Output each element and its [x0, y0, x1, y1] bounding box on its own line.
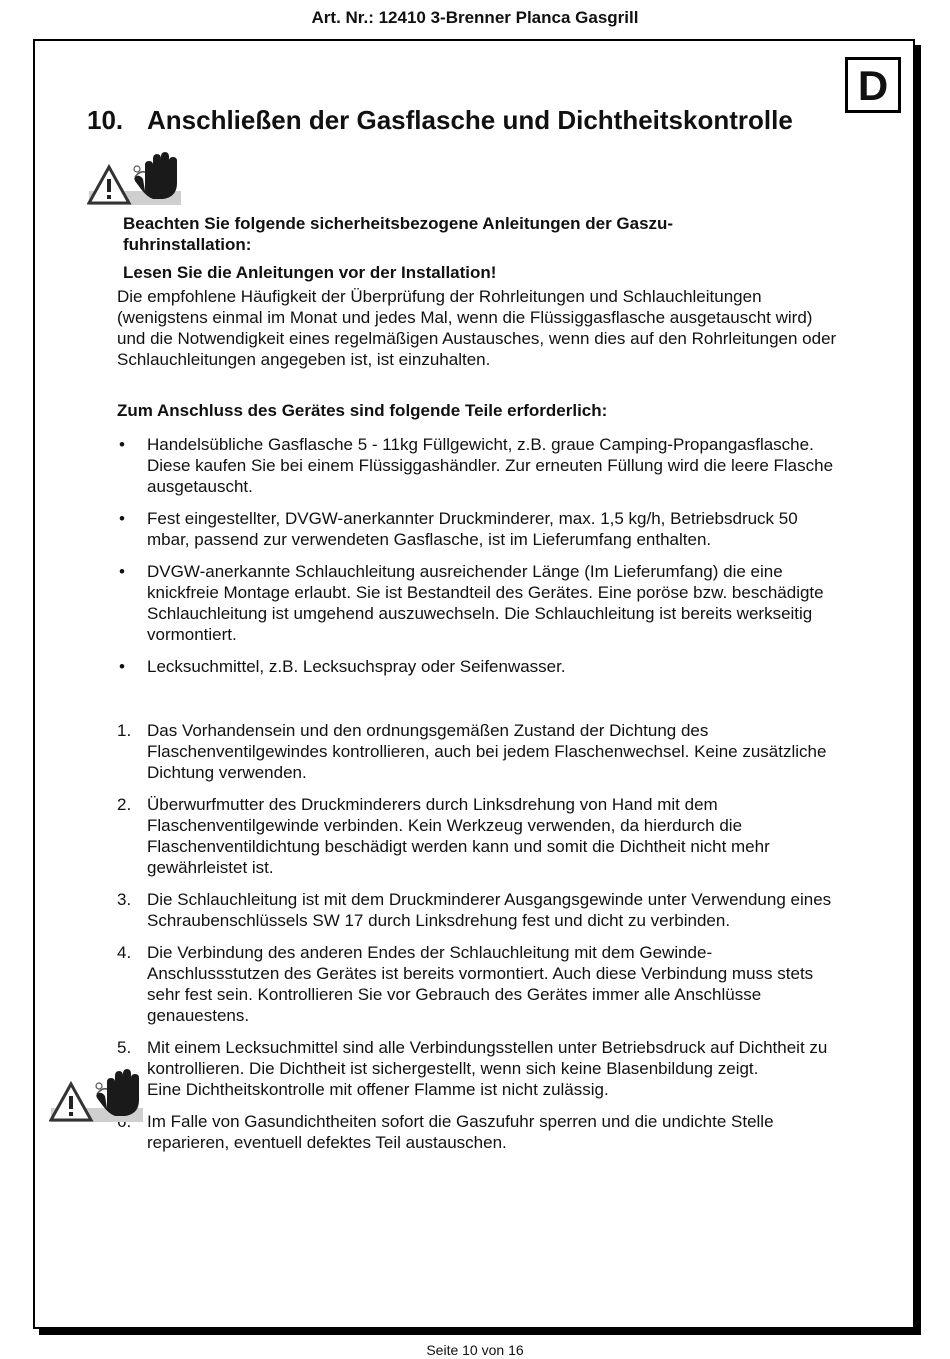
- step-item: [117, 1037, 837, 1100]
- step-number: 5.: [117, 1038, 132, 1057]
- step-warning-text: Eine Dichtheitskontrolle mit offener Flamme ist nicht zulässig.: [147, 1080, 609, 1099]
- stop-hand-warning-icon: [49, 1064, 145, 1133]
- list-item: [117, 656, 837, 677]
- step-item: [117, 1111, 837, 1153]
- document-header-title: Art. Nr.: 12410 3-Brenner Planca Gasgrill: [311, 8, 639, 27]
- step-item: [117, 794, 837, 878]
- safety-note-line2: fuhrinstallation:: [123, 235, 252, 254]
- step-text: Überwurfmutter des Druckminderers durch Linksdrehung von Hand mit dem Flaschenventilgewinde verbinden. Kein Werkzeug verwenden, da hierdurch die Flaschenventildichtung beschädigt werden kann und somit die Dichtheit nicht mehr gewährleistet ist.: [147, 795, 770, 877]
- page-number: Seite 10 von 16: [426, 1342, 524, 1358]
- steps-list: [117, 720, 837, 1164]
- stop-hand-warning-icon: [87, 147, 183, 216]
- step-text: Die Verbindung des anderen Endes der Schlauchleitung mit dem Gewinde-Anschlussstutzen des Gerätes ist bereits vormontiert. Auch diese Verbindung muss stets sehr fest sein. Kontrollieren Sie vor Gebrauch des Gerätes immer alle Anschlüsse genauestens.: [147, 943, 814, 1025]
- step-item: [117, 889, 837, 931]
- step-text: Die Schlauchleitung ist mit dem Druckminderer Ausgangsgewinde unter Verwendung eines Schraubenschlüssels SW 17 durch Linksdrehung fest und dicht zu verbinden.: [147, 890, 832, 930]
- section-heading: [87, 105, 793, 136]
- step-number: 2.: [117, 795, 132, 814]
- bullet-marker: •: [119, 435, 125, 454]
- step-text: Im Falle von Gasundichtheiten sofort die Gaszufuhr sperren und die undichte Stelle reparieren, eventuell defektes Teil austauschen.: [147, 1112, 774, 1152]
- step-number: 4.: [117, 943, 132, 962]
- list-item: [117, 561, 837, 645]
- list-item-text: DVGW-anerkannte Schlauchleitung ausreichender Länge (Im Lieferumfang) die eine knickfreie Montage erlaubt. Sie ist Bestandteil des Gerätes. Eine poröse bzw. beschädigte Schlauchleitung ist umgehend auszuwechseln. Die Schlauchleitung ist bereits werkseitig vormontiert.: [147, 562, 824, 644]
- read-first-note: Lesen Sie die Anleitungen vor der Installation!: [123, 263, 497, 282]
- section-title: Anschließen der Gasflasche und Dichtheitskontrolle: [147, 105, 793, 135]
- safety-note-line1: Beachten Sie folgende sicherheitsbezogene Anleitungen der Gaszu-: [123, 214, 674, 233]
- step-number: 1.: [117, 721, 132, 740]
- list-item: [117, 508, 837, 550]
- step-item: [117, 720, 837, 783]
- safety-note: [123, 213, 673, 255]
- step-text: Mit einem Lecksuchmittel sind alle Verbindungsstellen unter Betriebsdruck auf Dichtheit zu kontrollieren. Die Dichtheit ist sichergestellt, wenn sich keine Blasenbildung zeigt.: [147, 1038, 828, 1078]
- bullet-marker: •: [119, 509, 125, 528]
- bullet-marker: •: [119, 657, 125, 676]
- section-number: 10.: [87, 105, 124, 135]
- step-number: 3.: [117, 890, 132, 909]
- step-text: Das Vorhandensein und den ordnungsgemäßen Zustand der Dichtung des Flaschenventilgewindes kontrollieren, auch bei jedem Flaschenwechsel. Keine zusätzliche Dichtung verwenden.: [147, 721, 827, 782]
- parts-list: [117, 434, 837, 688]
- bullet-marker: •: [119, 562, 125, 581]
- list-item-text: Fest eingestellter, DVGW-anerkannter Druckminderer, max. 1,5 kg/h, Betriebsdruck 50 mbar, passend zur verwendeten Gasflasche, ist im Lieferumfang enthalten.: [147, 509, 798, 549]
- inspection-paragraph: Die empfohlene Häufigkeit der Überprüfung der Rohrleitungen und Schlauchleitungen (wenigstens einmal im Monat und jedes Mal, wenn die Flüssiggasflasche ausgetauscht wird) und die Notwendigkeit eines regelmäßigen Austausches, wenn dies auf den Rohrleitungen oder Schlauchleitungen angegeben ist, ist einzuhalten.: [117, 287, 837, 369]
- list-item-text: Handelsübliche Gasflasche 5 - 11kg Füllgewicht, z.B. graue Camping-Propangasflasche. Diese kaufen Sie bei einem Flüssiggashändler. Zur erneuten Füllung wird die leere Flasche ausgetauscht.: [147, 435, 834, 496]
- list-item-text: Lecksuchmittel, z.B. Lecksuchspray oder Seifenwasser.: [147, 657, 566, 676]
- content-frame: [33, 39, 915, 1329]
- list-item: [117, 434, 837, 497]
- language-marker: D: [845, 57, 901, 113]
- parts-heading: Zum Anschluss des Gerätes sind folgende Teile erforderlich:: [117, 401, 608, 420]
- step-item: [117, 942, 837, 1026]
